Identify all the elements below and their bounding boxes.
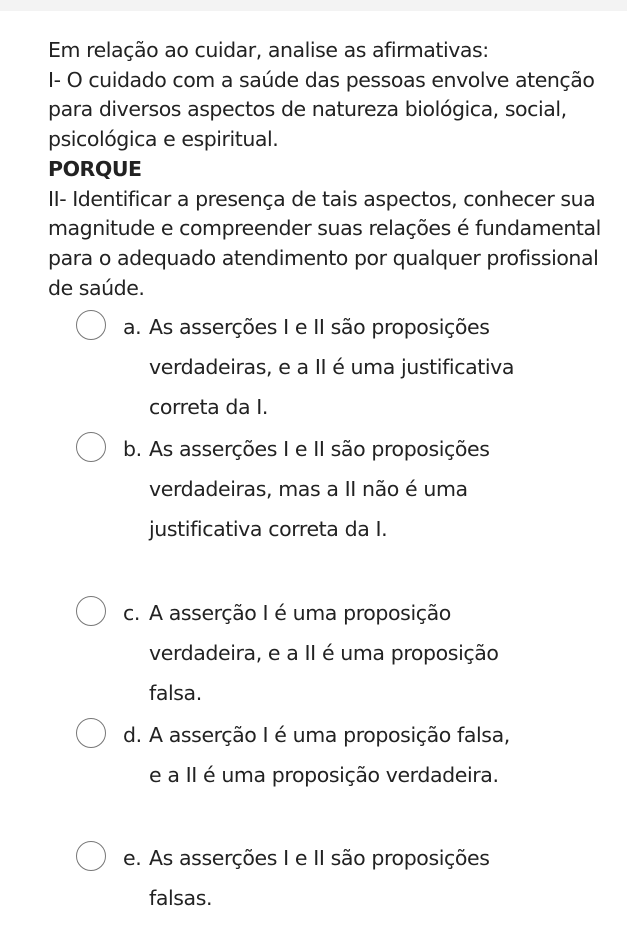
option-text: As asserções I e II são proposições verdadeiras, e a II é uma justificativa correta da I. xyxy=(149,315,515,419)
option-letter: b. xyxy=(123,437,142,461)
option-text: A asserção I é uma proposição falsa, e a II é uma proposição verdadeira. xyxy=(149,723,510,787)
question-intro: Em relação ao cuidar, analise as afirmativas: xyxy=(48,38,489,62)
option-text: As asserções I e II são proposições verdadeiras, mas a II não é uma justificativa correta da I. xyxy=(149,437,490,541)
radio-button-d[interactable] xyxy=(76,718,106,748)
connector-porque: PORQUE xyxy=(48,156,142,181)
question-block xyxy=(48,36,608,303)
top-strip xyxy=(0,0,627,11)
radio-button-e[interactable] xyxy=(76,841,106,871)
option-letter: d. xyxy=(123,723,142,747)
assertion-2: II- Identificar a presença de tais aspectos, conhecer sua magnitude e compreender suas relações é fundamental para o adequado atendimento por qualquer profissional de saúde. xyxy=(48,186,601,300)
assertion-1: I- O cuidado com a saúde das pessoas envolve atenção para diversos aspectos de natureza biológica, social, psicológica e espiritual. xyxy=(48,67,595,152)
option-letter: e. xyxy=(123,846,142,870)
option-text: A asserção I é uma proposição verdadeira, e a II é uma proposição falsa. xyxy=(149,601,499,705)
radio-button-a[interactable] xyxy=(76,310,106,340)
radio-button-c[interactable] xyxy=(76,596,106,626)
option-letter: c. xyxy=(123,601,140,625)
option-letter: a. xyxy=(123,315,142,339)
option-text: As asserções I e II são proposições falsas. xyxy=(149,846,490,910)
radio-button-b[interactable] xyxy=(76,432,106,462)
